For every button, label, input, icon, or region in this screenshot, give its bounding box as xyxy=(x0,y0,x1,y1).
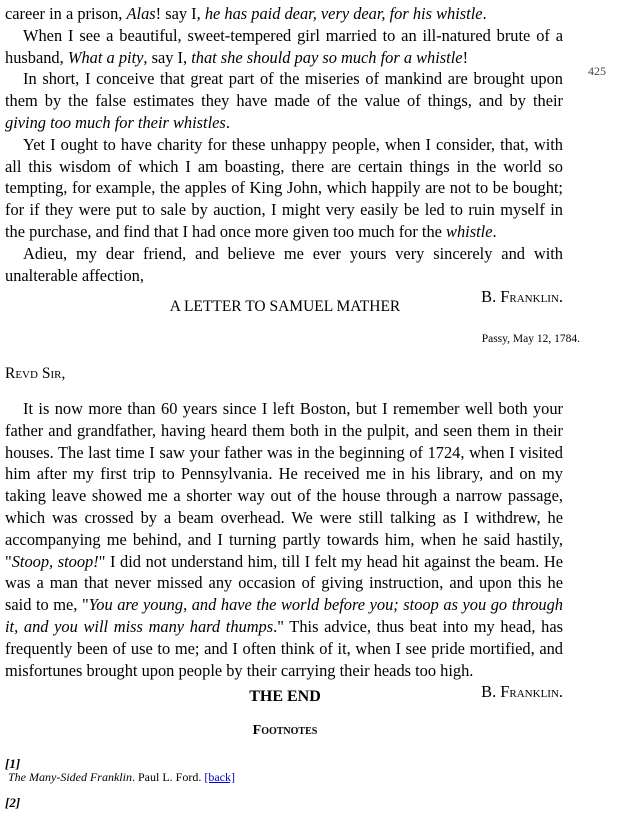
letter-title: A LETTER TO SAMUEL MATHER xyxy=(169,298,401,315)
p3-italic-whistles: giving too much for their whistles xyxy=(5,112,226,132)
letter-text-e: ." This advice, thus beat into my head, has frequently been of use to me; and I often think of it, when I see pride mortified, and misfortunes brought upon people by their carrying their heads too high. xyxy=(5,616,563,680)
p4-text-c: . xyxy=(492,221,497,241)
letter-text-c: " I did not understand him, till I felt my head hit against the beam. He was a man that never missed any occasion of giving instruction, and upon this he said to me, " xyxy=(5,551,564,615)
footnote-1-label: [1] xyxy=(5,756,21,771)
p1-italic-alas: Alas xyxy=(126,4,156,23)
p2-italic-pity: What a pity xyxy=(67,47,144,67)
letter-italic-quote: You are young, and have the world before you; stoop as you go through it, and you will miss many hard thumps xyxy=(5,595,563,636)
p3-text-a: In short, I conceive that great part of the miseries of mankind are brought upon them by the false estimates they have made of the value of things, and by their xyxy=(5,69,563,111)
p1-text-c: ! say I, xyxy=(155,4,205,23)
footnote-1-title: The Many-Sided Franklin xyxy=(8,770,132,784)
footnote-2-label: [2] xyxy=(5,795,21,810)
p1-text-e: . xyxy=(482,4,487,23)
paragraph-3 xyxy=(5,68,563,133)
footnotes-heading: Footnotes xyxy=(252,723,318,738)
p1-italic-whistle: he has paid dear, very dear, for his whistle xyxy=(204,4,483,23)
letter-text-block xyxy=(5,398,563,703)
letter-italic-stoop: Stoop, stoop! xyxy=(11,551,99,571)
paragraph-1 xyxy=(5,3,563,25)
letter-body xyxy=(5,398,563,681)
p2-italic-whistle: that she should pay so much for a whistle xyxy=(191,47,463,67)
p2-text-a: When I see a beautiful, sweet-tempered girl married to an ill-natured brute of a husband, xyxy=(5,25,563,67)
letter-text-a: It is now more than 60 years since I left Boston, but I remember well both your father and grandfather, having heard them both in the pulpit, and seen them in their houses. The last time I saw your father was in the beginning of 1724, when I visited him after my first trip to Pennsylvania. He received me in his library, and on my taking leave showed me a shorter way out of the house through a narrow passage, which was crossed by a beam overhead. We were still talking as I withdrew, he accompanying me behind, and I turning partly towards him, when he said hastily, " xyxy=(5,399,563,571)
p1-text-a: career in a prison, xyxy=(5,4,127,23)
letter-dateline: Passy, May 12, 1784. xyxy=(481,333,580,345)
paragraph-4 xyxy=(5,134,563,243)
p4-italic-whistle: whistle xyxy=(446,221,493,241)
footnote-1-back-link[interactable]: [back] xyxy=(204,770,235,784)
footnote-1-rest: . Paul L. Ford. xyxy=(131,770,205,784)
paragraph-2 xyxy=(5,25,563,69)
p2-text-e: ! xyxy=(462,47,469,67)
signature-1: B. Franklin. xyxy=(481,287,563,307)
footnote-1-text xyxy=(8,770,235,785)
p3-text-c: . xyxy=(225,112,230,132)
the-end-heading: THE END xyxy=(249,688,321,705)
signature-2: B. Franklin. xyxy=(481,682,563,702)
p4-text-a: Yet I ought to have charity for these unhappy people, when I consider, that, with all this wisdom of which I am boasting, there are certain things in the world so tempting, for example, the apples of King John, which happily are not to be bought; for if they were put to sale by auction, I might very easily be led to ruin myself in the purchase, and find that I had once more given too much for the xyxy=(5,134,563,241)
top-text-block xyxy=(5,3,563,308)
page-number: 425 xyxy=(588,64,606,78)
letter-salutation: Revd Sir, xyxy=(5,365,66,382)
paragraph-5: Adieu, my dear friend, and believe me ever yours very sincerely and with unalterable affection, xyxy=(5,243,563,285)
p2-text-c: , say I, xyxy=(143,47,192,67)
